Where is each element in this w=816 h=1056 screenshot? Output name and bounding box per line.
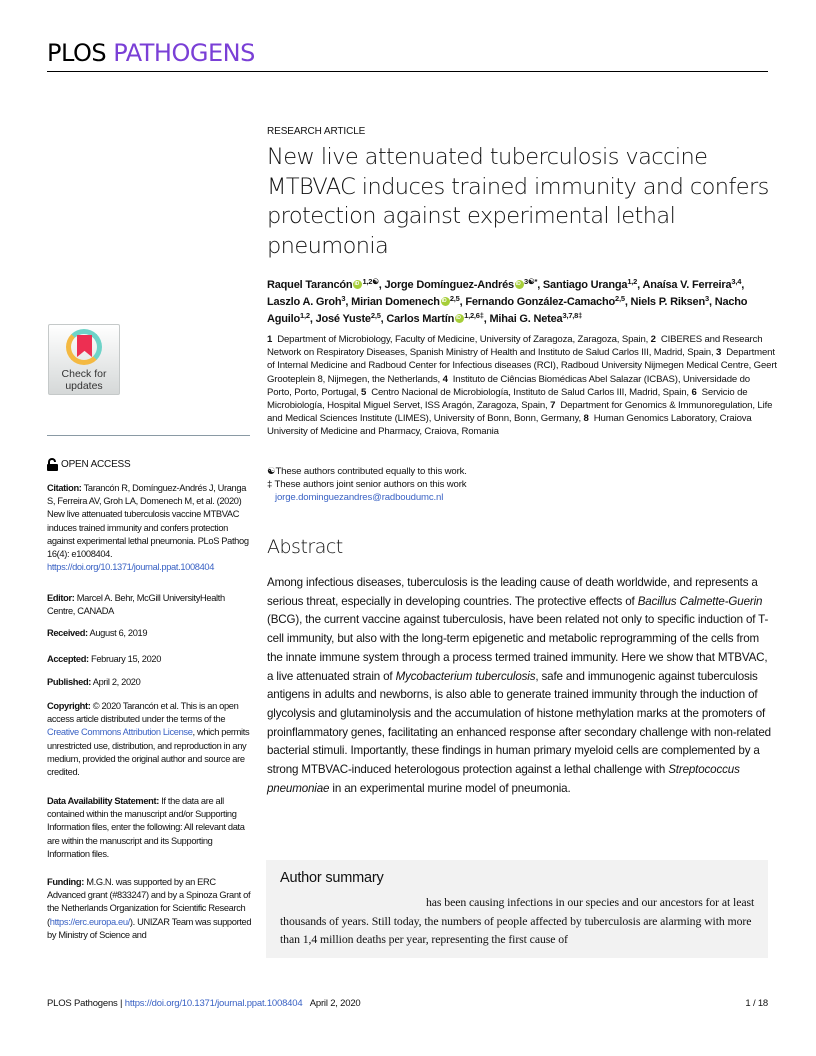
affil-text: Department for Genomics & Immunoregulation, Life and Medical Sciences Institute (LIMES), University of Bonn, Bonn, Germany, — [267, 400, 773, 425]
author[interactable]: Mirian Domenech — [351, 296, 440, 308]
abstract-heading: Abstract — [267, 536, 343, 558]
license-link[interactable]: Creative Commons Attribution License — [47, 727, 193, 738]
copyright-text: © 2020 Tarancón et al. This is an open access article distributed under the terms of the — [47, 701, 239, 725]
author[interactable]: Fernando González-Camacho — [465, 296, 615, 308]
author-summary-box — [266, 860, 768, 958]
check-updates-label: Check for updates — [61, 368, 107, 392]
orcid-icon[interactable] — [515, 280, 524, 289]
logo-journal: PATHOGENS — [113, 39, 255, 67]
author-affil: 1,2 — [627, 277, 638, 286]
author-affil: 3☯* — [523, 277, 538, 286]
affil-text: Department of Internal Medicine and Radboud Center for Infectious diseases (RCI), Radboud University Nijmegen Medical Centre, Geert Grooteplein 8, Nijmegen, the Netherlands, — [267, 347, 777, 385]
affil-number: 7 — [550, 400, 556, 412]
footer-doi-link[interactable]: https://doi.org/10.1371/journal.ppat.1008404 — [124, 998, 303, 1009]
affiliation-list — [267, 333, 777, 439]
affil-text: Centro Nacional de Microbiología, Instituto de Salud Carlos III, Madrid, Spain, — [371, 386, 689, 398]
affil-text: CIBERES and Research Network on Respiratory Diseases, Spanish Ministry of Health and Instituto de Salud Carlos III, Madrid, Spain, — [267, 334, 763, 359]
author-affil: 2,5 — [370, 311, 381, 320]
footer-date: April 2, 2020 — [309, 998, 361, 1009]
author-summary-text: has been causing infections in our species and our ancestors for at least thousands of years. Still today, the numbers of people affected by tuberculosis are alarming with more than 1,4 million deaths per year, representing the first cause of — [280, 895, 755, 946]
orcid-icon[interactable] — [455, 314, 464, 323]
author[interactable]: Raquel Tarancón — [267, 279, 353, 291]
affil-number: 5 — [361, 386, 367, 398]
affil-number: 1 — [267, 334, 273, 345]
author-affil: 1,2,6‡ — [464, 311, 484, 320]
data-availability-block — [47, 795, 252, 861]
editor-label: Editor: — [47, 593, 75, 603]
affil-text: Servicio de Microbiología, Hospital Miguel Servet, ISS Aragón, Zaragoza, Spain, — [267, 386, 748, 412]
accepted-label: Accepted: — [47, 654, 89, 664]
author[interactable]: Carlos Martín — [386, 313, 455, 325]
author[interactable]: Anaísa V. Ferreira — [642, 279, 732, 291]
affil-text: Instituto de Ciências Biomédicas Abel Salazar (ICBAS), Universidade do Porto, Porto, Portugal, — [267, 373, 750, 398]
footer-journal: PLOS Pathogens | — [47, 998, 125, 1009]
accepted-date: February 15, 2020 — [91, 654, 162, 664]
author[interactable]: Mihai G. Netea — [489, 313, 563, 325]
article-title: New live attenuated tuberculosis vaccine MTBVAC induces trained immunity and confers protection against experimental lethal pneumonia — [267, 144, 769, 259]
author-affil: 2,5 — [449, 294, 460, 303]
funding-label: Funding: — [47, 877, 84, 887]
funding-block — [47, 876, 252, 942]
data-availability-label: Data Availability Statement: — [47, 796, 159, 806]
published-block — [47, 676, 252, 689]
author-affil: 3,7,8‡ — [562, 311, 583, 320]
affil-number: 4 — [442, 373, 448, 385]
author-affil: 1,2 — [300, 311, 310, 320]
copyright-block — [47, 700, 252, 779]
author[interactable]: Nacho Aguilo — [267, 296, 748, 325]
author[interactable]: Laszlo A. Groh — [267, 296, 342, 308]
author[interactable]: José Yuste — [315, 313, 371, 325]
author-affil: 2,5 — [615, 294, 625, 303]
citation-block — [47, 482, 252, 574]
received-block — [47, 627, 252, 640]
funding-text: M.G.N. was supported by an ERC Advanced grant (#833247) and by a Spinoza Grant of the Netherlands Organization for Scientific Research ( — [47, 877, 251, 927]
abstract-text: Among infectious diseases, tuberculosis is the leading cause of death worldwide, and represents a serious threat, especially in developing countries. The protective effects of Bacillus Calmette-Guerin (BCG), the current vaccine against tuberculosis, have been related not only to specific induction of T-cell immunity, but also with the long-term epigenetic and metabolic reprogramming of the cells from the innate immune system through a process termed trained immunity. Here we show that MTBVAC, a live attenuated strain of Mycobacterium tuberculosis, safe and immunogenic against tuberculosis antigens in adults and newborns, is also able to generate trained immunity through the induction of glycolysis and glutaminolysis and the accumulation of histone methylation marks at the promoters of proinflammatory genes, facilitating an enhanced response after secondary challenge with non-related bacterial stimuli. Importantly, these findings in human primary myeloid cells are complemented by a strong MTBVAC-induced heterologous protection against a lethal challenge with Streptococcus pneumoniae in an experimental murine model of pneumonia. — [267, 576, 771, 795]
sidebar-divider — [47, 435, 250, 436]
journal-logo — [47, 38, 255, 68]
data-availability-text: If the data are all contained within the manuscript and/or Supporting Information files, enter the following: All relevant data are within the manuscript and its Supporting Information files. — [47, 796, 245, 859]
author-affil: 1,2☯ — [362, 277, 379, 286]
citation-label: Citation: — [47, 483, 82, 493]
author-affil: 3 — [705, 294, 709, 303]
citation-text: Tarancón R, Domínguez-Andrés J, Uranga S, Ferreira AV, Groh LA, Domenech M, et al. (2020) New live attenuated tuberculosis vaccine MTBVAC induces trained immunity and confers protection against experimental lethal pneumonia. PLoS Pathog 16(4): e1008404. — [47, 483, 249, 560]
funding-text-end: ). UNIZAR Team was supported by Ministry of Science and — [47, 916, 252, 940]
author-notes — [267, 465, 777, 505]
author-summary-heading: Author summary — [280, 870, 384, 886]
affil-number: 2 — [650, 334, 656, 345]
received-date: August 6, 2019 — [89, 628, 148, 638]
article-type: RESEARCH ARTICLE — [267, 126, 366, 137]
author-affil: 3 — [341, 294, 346, 303]
citation-doi-link[interactable]: https://doi.org/10.1371/journal.ppat.1008404 — [47, 562, 215, 573]
author[interactable]: Jorge Domínguez-Andrés — [384, 279, 514, 291]
affil-number: 6 — [691, 386, 697, 398]
editor-block — [47, 592, 252, 618]
author[interactable]: Santiago Uranga — [542, 279, 628, 291]
equal-contribution-note: ☯These authors contributed equally to this work. — [267, 466, 467, 477]
copyright-label: Copyright: — [47, 701, 91, 711]
orcid-icon[interactable] — [353, 280, 362, 289]
open-access-label: OPEN ACCESS — [61, 459, 131, 470]
affil-text: Department of Microbiology, Faculty of Medicine, University of Zaragoza, Zaragoza, Spain, — [277, 334, 649, 345]
page-number: 1 / 18 — [745, 998, 768, 1009]
copyright-text-end: , which permits unrestricted use, distribution, and reproduction in any medium, provided the original author and source are credited. — [47, 727, 250, 778]
logo-plos: PLOS — [47, 39, 107, 67]
author-affil: 3,4 — [731, 277, 742, 286]
orcid-icon[interactable] — [441, 297, 450, 306]
senior-author-note: ‡ These authors joint senior authors on this work — [267, 479, 467, 491]
check-for-updates-badge[interactable] — [48, 324, 120, 395]
affil-number: 3 — [716, 347, 722, 359]
author-list: Raquel Tarancón iD $^{1,2☯}$, Jorge Domínguez-Andrés iD $^{3☯*}$, Santiago Uranga$^{1,2}$, Anaísa V. Ferreira$^{3,4}$, Laszlo A. Groh$^3$, Mirian Domenech iD $^{2,5}$, Fernando González-Camacho$^{2,5}$, Niels P. Riksen$^3$, Nacho Aguilo$^{1,2}$, José Yuste$^{2,5}$, Carlos Martín iD $^{1,2,6\ddagger}$, Mihai G. Netea$^{3,7,8\ddagger}$ — [267, 277, 777, 328]
published-date: April 2, 2020 — [92, 677, 141, 687]
accepted-block — [47, 653, 252, 666]
open-access-badge — [47, 458, 131, 471]
open-lock-icon — [47, 458, 58, 471]
affil-number: 8 — [583, 413, 589, 425]
editor-text: Marcel A. Behr, McGill UniversityHealth Centre, CANADA — [47, 593, 225, 617]
affil-text: Human Genomics Laboratory, Craiova University of Medicine and Pharmacy, Craiova, Romania — [267, 413, 752, 438]
published-label: Published: — [47, 677, 92, 687]
page-footer — [47, 998, 768, 1009]
funding-link[interactable]: https://erc.europa.eu/ — [49, 916, 130, 927]
corresponding-email-link[interactable]: jorge.dominguezandres@radboudumc.nl — [275, 492, 444, 504]
header-divider — [47, 71, 768, 72]
received-label: Received: — [47, 628, 88, 638]
author[interactable]: Niels P. Riksen — [630, 296, 705, 308]
